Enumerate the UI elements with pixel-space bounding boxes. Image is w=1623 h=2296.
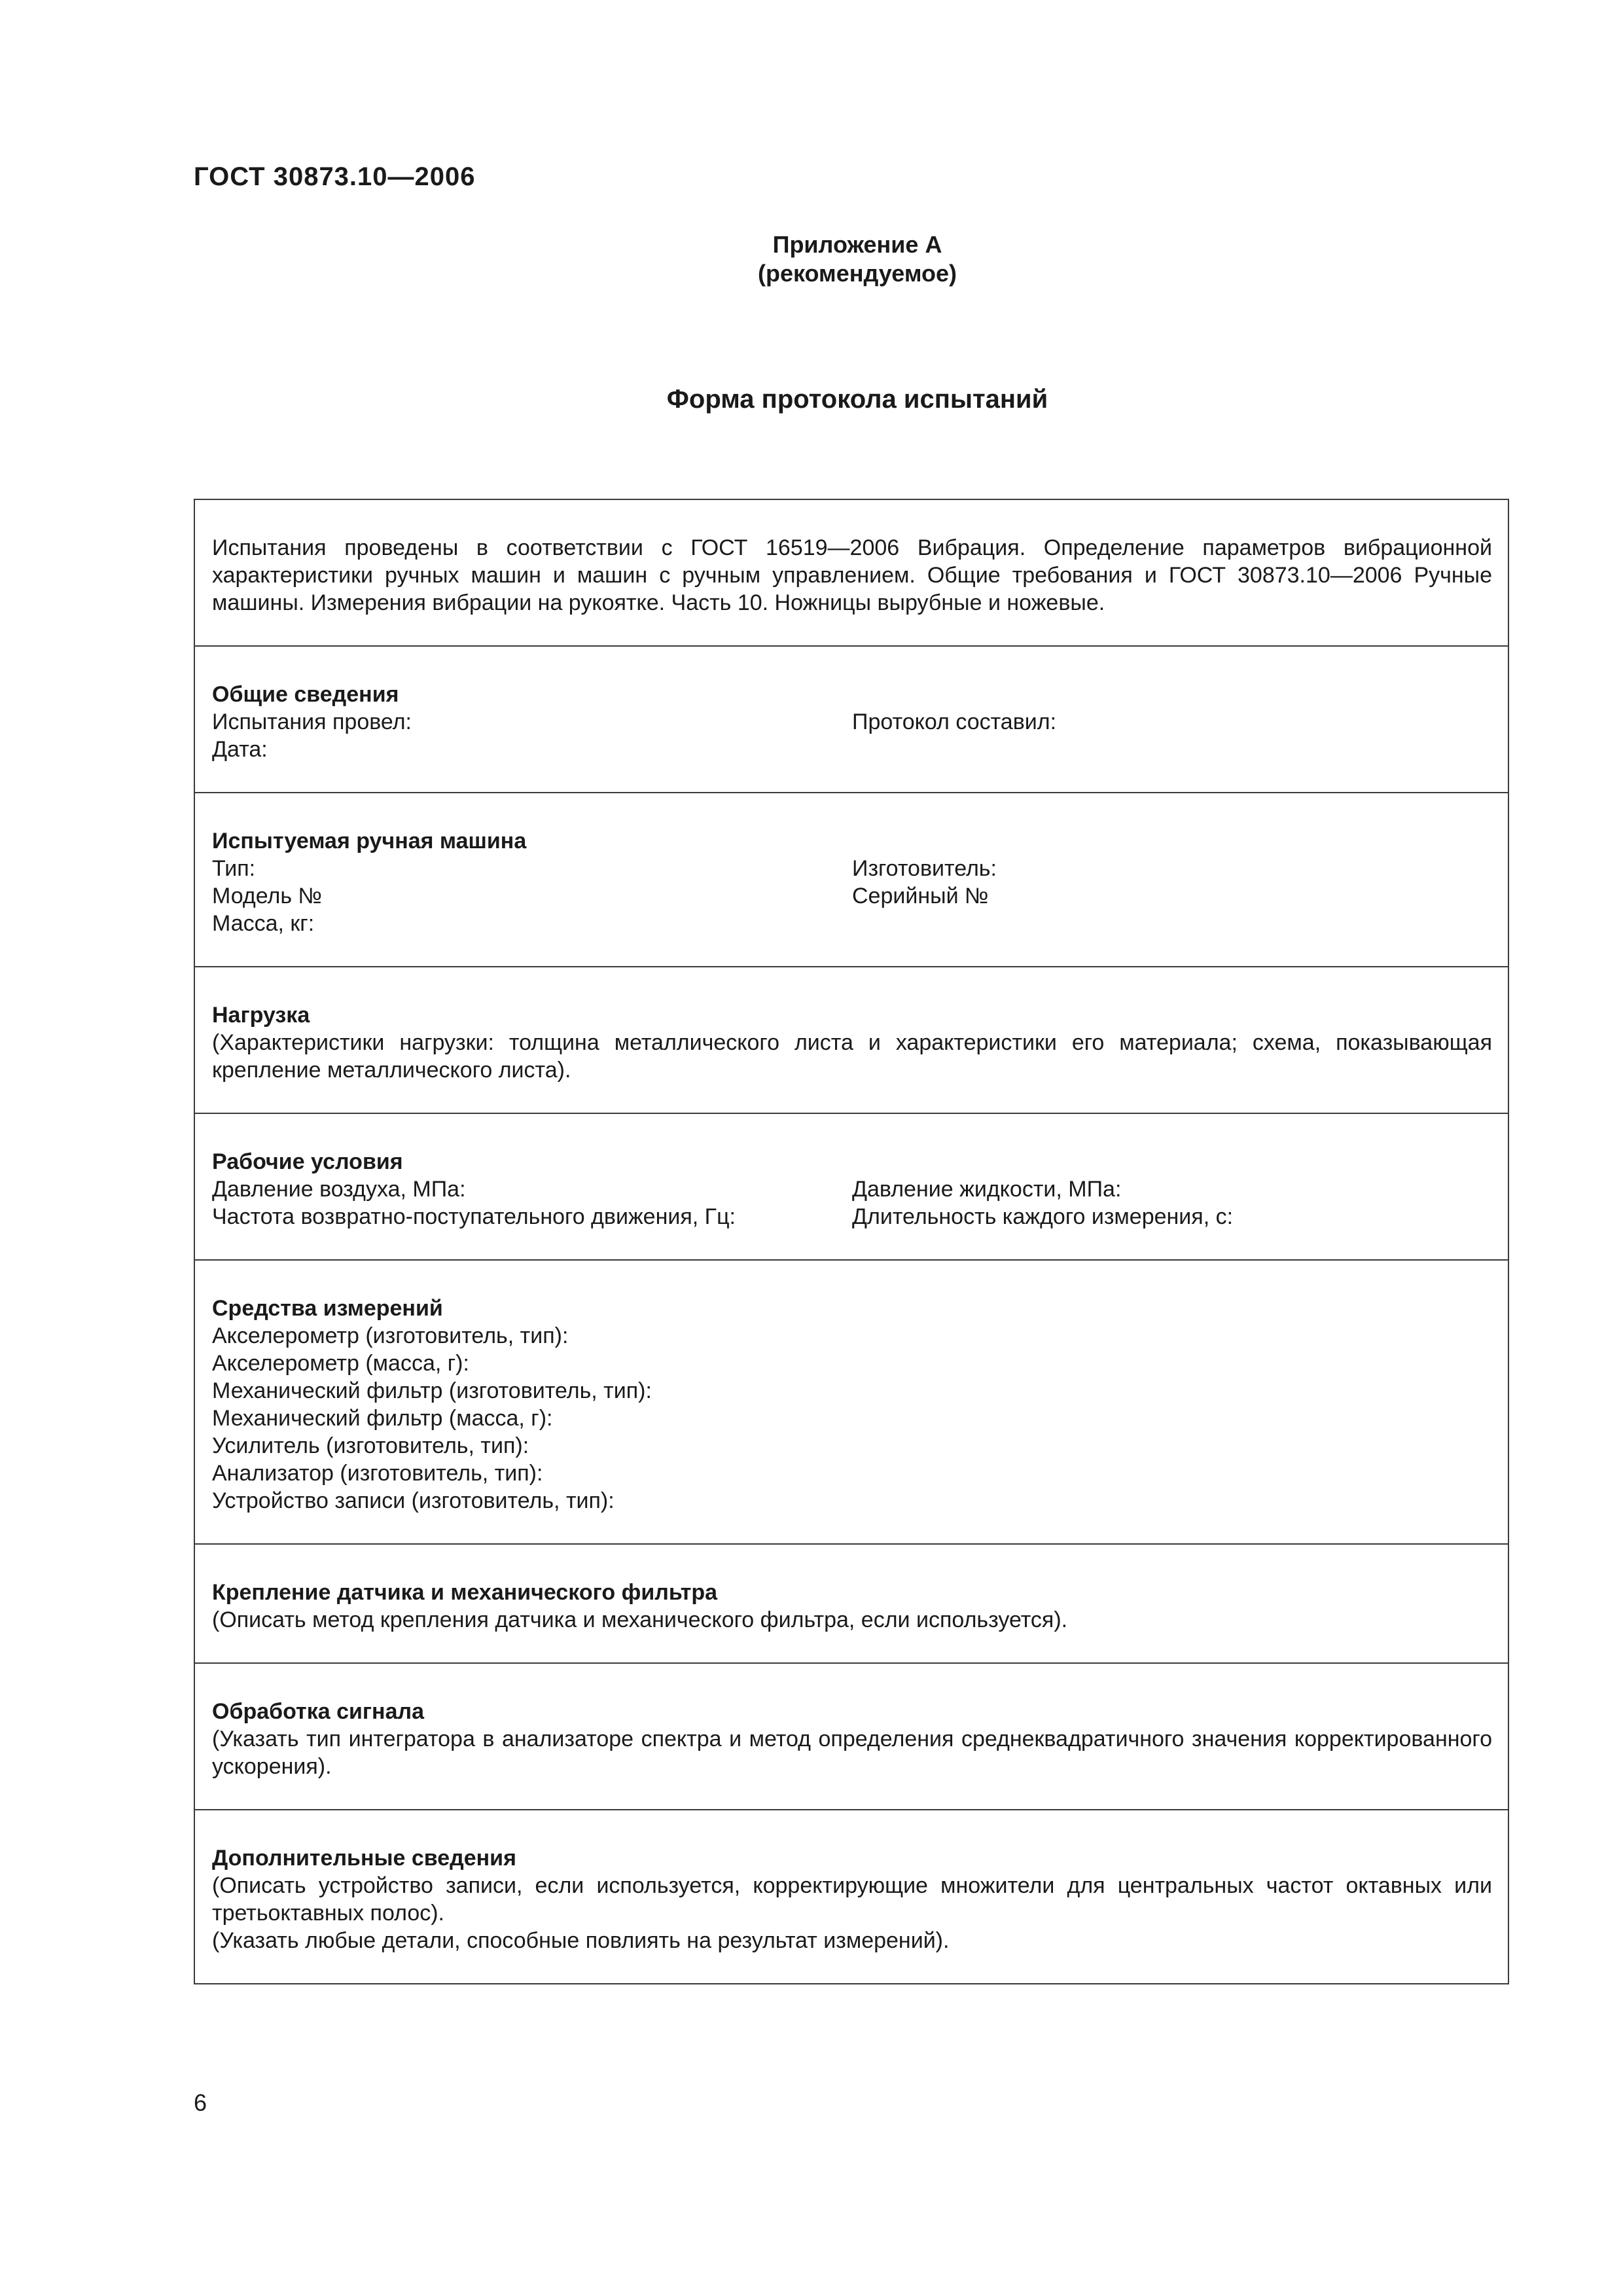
conditions-title: Рабочие условия bbox=[212, 1149, 403, 1174]
fluid-pressure-label: Давление жидкости, МПа: bbox=[852, 1177, 1122, 1202]
air-pressure-label: Давление воздуха, МПа: bbox=[212, 1177, 466, 1202]
intro-text: Испытания проведены в соответствии с ГОСТ 16519—2006 Вибрация. Определение параметров вибрационной характеристики ручных машин и машин с ручным управлением. Общие требования и ГОСТ 30873.10—2006 Ручные машины. Измерения вибрации на рукоятке. Часть 10. Ножницы вырубные и ножевые. bbox=[212, 535, 1492, 615]
tested-by-label: Испытания провел: bbox=[212, 709, 412, 734]
duration-label: Длительность каждого измерения, с: bbox=[852, 1204, 1234, 1229]
instrument-item: Акселерометр (масса, г): bbox=[212, 1351, 469, 1376]
instrument-item: Акселерометр (изготовитель, тип): bbox=[212, 1323, 569, 1348]
serial-label: Серийный № bbox=[852, 884, 989, 908]
additional-title: Дополнительные сведения bbox=[212, 1846, 516, 1871]
load-text: (Характеристики нагрузки: толщина металлического листа и характеристики его материала; схема, показывающая крепление металлического листа). bbox=[212, 1030, 1492, 1083]
instruments-row bbox=[195, 1259, 1508, 1543]
protocol-form-table bbox=[194, 499, 1509, 1984]
instrument-item: Анализатор (изготовитель, тип): bbox=[212, 1461, 543, 1486]
instrument-item: Устройство записи (изготовитель, тип): bbox=[212, 1488, 615, 1513]
form-title: Форма протокола испытаний bbox=[666, 385, 1048, 414]
mounting-row bbox=[195, 1543, 1508, 1662]
machine-mass-label: Масса, кг: bbox=[212, 911, 315, 936]
machine-type-label: Тип: bbox=[212, 856, 256, 881]
instrument-item: Усилитель (изготовитель, тип): bbox=[212, 1433, 529, 1458]
frequency-label: Частота возвратно-поступательного движения, Гц: bbox=[212, 1204, 736, 1229]
machine-model-label: Модель № bbox=[212, 884, 322, 908]
compiled-by-label: Протокол составил: bbox=[852, 709, 1057, 734]
appendix-title: Приложение А bbox=[772, 231, 942, 258]
mounting-text: (Описать метод крепления датчика и механического фильтра, если используется). bbox=[212, 1607, 1068, 1632]
page-number: 6 bbox=[194, 2089, 207, 2116]
load-row bbox=[195, 966, 1508, 1113]
signal-row bbox=[195, 1662, 1508, 1809]
additional-text-2: (Указать любые детали, способные повлиять на результат измерений). bbox=[212, 1928, 950, 1953]
additional-row bbox=[195, 1809, 1508, 1983]
appendix-status: (рекомендуемое) bbox=[758, 260, 957, 287]
date-label: Дата: bbox=[212, 737, 268, 762]
machine-title: Испытуемая ручная машина bbox=[212, 829, 527, 853]
general-info-title: Общие сведения bbox=[212, 682, 399, 707]
mounting-title: Крепление датчика и механического фильтра bbox=[212, 1580, 718, 1605]
manufacturer-label: Изготовитель: bbox=[852, 856, 997, 881]
instrument-item: Механический фильтр (масса, г): bbox=[212, 1406, 553, 1431]
instrument-item: Механический фильтр (изготовитель, тип): bbox=[212, 1378, 652, 1403]
instruments-title: Средства измерений bbox=[212, 1296, 443, 1321]
standard-id: ГОСТ 30873.10—2006 bbox=[194, 162, 476, 191]
conditions-row bbox=[195, 1113, 1508, 1259]
signal-text: (Указать тип интегратора в анализаторе спектра и метод определения среднеквадратичного значения корректированного ускорения). bbox=[212, 1727, 1492, 1779]
additional-text-1: (Описать устройство записи, если используется, корректирующие множители для центральных частот октавных или третьоктавных полос). bbox=[212, 1873, 1492, 1926]
machine-row bbox=[195, 792, 1508, 966]
intro-row bbox=[195, 500, 1508, 645]
general-info-row bbox=[195, 645, 1508, 792]
signal-title: Обработка сигнала bbox=[212, 1699, 424, 1724]
load-title: Нагрузка bbox=[212, 1003, 310, 1028]
appendix-heading bbox=[0, 230, 1623, 288]
